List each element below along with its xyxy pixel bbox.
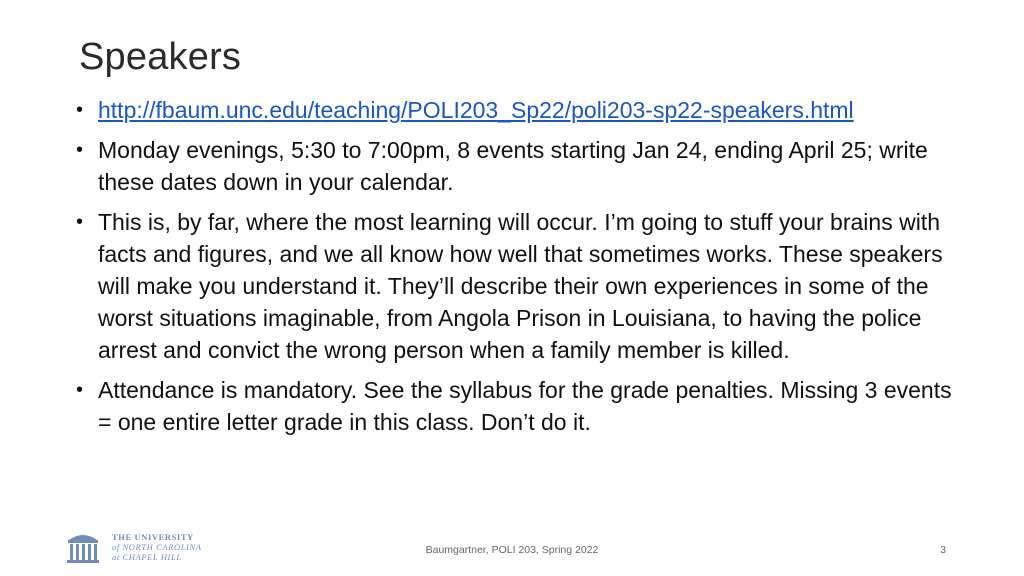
bullet-list bbox=[76, 94, 956, 446]
page-number: 3 bbox=[940, 544, 946, 556]
bullet-item-link bbox=[76, 94, 956, 126]
bullet-marker: • bbox=[76, 139, 84, 161]
bullet-marker: • bbox=[76, 211, 84, 233]
slide-title: Speakers bbox=[79, 36, 242, 78]
bullet-item-attendance bbox=[76, 374, 956, 438]
bullet-item-schedule bbox=[76, 134, 956, 198]
bullet-text: Attendance is mandatory. See the syllabus for the grade penalties. Missing 3 events = one entire letter grade in this class. Don’t do it. bbox=[98, 377, 952, 435]
logo-line-2: of NORTH CAROLINA bbox=[112, 542, 202, 552]
bullet-text: Monday evenings, 5:30 to 7:00pm, 8 events starting Jan 24, ending April 25; write these dates down in your calendar. bbox=[98, 137, 928, 195]
bullet-marker: • bbox=[76, 379, 84, 401]
bullet-text: This is, by far, where the most learning will occur. I’m going to stuff your brains with facts and figures, and we all know how well that sometimes works. These speakers will make you understand it. They’ll describe their own experiences in some of the worst situations imaginable, from Angola Prison in Louisiana, to having the police arrest and convict the wrong person when a family member is killed. bbox=[98, 209, 943, 363]
bullet-item-learning bbox=[76, 206, 956, 366]
footer-text: Baumgartner, POLI 203, Spring 2022 bbox=[425, 544, 599, 556]
speakers-page-link[interactable]: http://fbaum.unc.edu/teaching/POLI203_Sp22/poli203-sp22-speakers.html bbox=[98, 97, 854, 123]
bullet-marker: • bbox=[76, 99, 84, 121]
logo-line-3: at CHAPEL HILL bbox=[112, 552, 182, 562]
logo-line-1: THE UNIVERSITY bbox=[112, 532, 194, 542]
